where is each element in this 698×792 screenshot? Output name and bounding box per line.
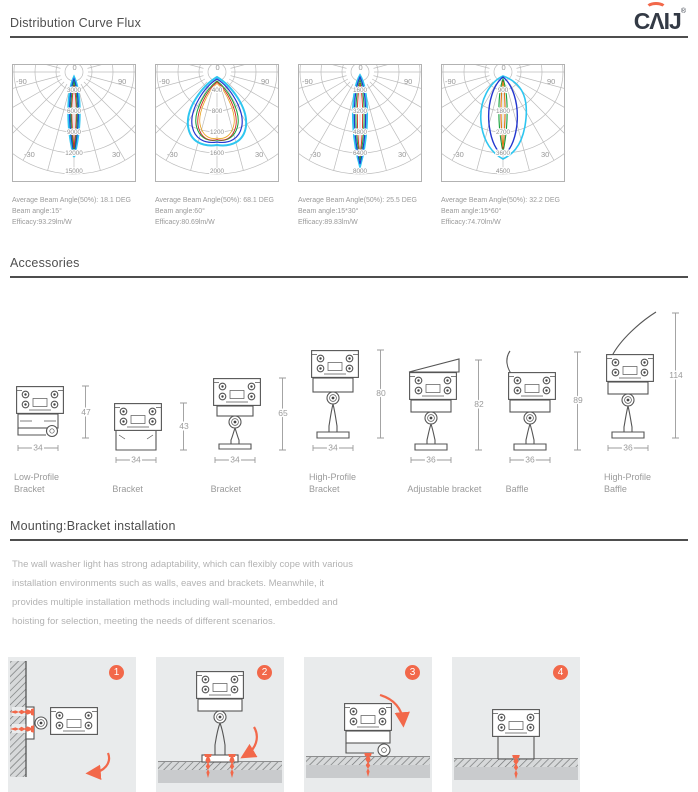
svg-text:6000: 6000 — [66, 108, 82, 115]
accessory-label: Bracket — [210, 484, 242, 494]
registered-mark: ® — [680, 8, 686, 15]
svg-text:-30: -30 — [453, 150, 464, 159]
svg-text:-30: -30 — [310, 150, 321, 159]
accessory-label: Bracket — [112, 484, 143, 494]
mounting-step-1 — [8, 657, 136, 792]
step-number-badge: 4 — [553, 665, 568, 680]
chart-caption: Average Beam Angle(50%): 18.1 DEG Beam angle:15° Efficacy:93.29lm/W — [12, 197, 131, 226]
chart-caption: Average Beam Angle(50%): 68.1 DEG Beam angle:60° Efficacy:80.69lm/W — [155, 197, 274, 226]
section-rule — [10, 36, 688, 38]
svg-text:0: 0 — [72, 64, 77, 72]
svg-text:0: 0 — [358, 64, 363, 72]
section-distribution-header — [10, 0, 688, 38]
distribution-charts-row — [12, 64, 688, 228]
accessory-label: Low-Profile Bracket — [14, 472, 60, 494]
polar-chart-1 — [12, 64, 136, 228]
accessory-high-profile-baffle — [596, 306, 692, 495]
svg-text:34: 34 — [33, 442, 43, 453]
svg-text:34: 34 — [229, 454, 240, 465]
step-number-badge: 2 — [257, 665, 272, 680]
svg-text:82: 82 — [474, 399, 485, 409]
svg-text:90: 90 — [261, 77, 270, 86]
accessory-drawing — [203, 372, 299, 468]
accessory-bracket-65 — [203, 372, 299, 495]
svg-text:-30: -30 — [24, 150, 35, 159]
mounting-paragraph: The wall washer light has strong adaptability, which can flexibly cope with various installation environments such as walls, eaves and brackets. Meanwhile, it provides multiple installation methods including wall-mounted, embedded and hoisting for selection, meeting the needs of different scenarios. — [12, 559, 353, 627]
accessories-row — [6, 306, 692, 495]
logo-accent-arc-icon — [645, 2, 667, 16]
svg-text:90: 90 — [118, 77, 127, 86]
svg-text:80: 80 — [376, 388, 386, 398]
svg-text:47: 47 — [81, 407, 91, 417]
polar-chart-3 — [298, 64, 422, 228]
svg-text:4800: 4800 — [352, 129, 368, 136]
svg-text:3600: 3600 — [495, 150, 511, 157]
accessory-drawing — [301, 344, 397, 456]
polar-chart-2 — [155, 64, 279, 228]
svg-text:900: 900 — [497, 87, 509, 94]
svg-text:1800: 1800 — [495, 108, 511, 115]
svg-text:1600: 1600 — [209, 150, 225, 157]
svg-text:34: 34 — [328, 442, 338, 453]
polar-chart-3-svg — [298, 64, 422, 182]
svg-text:36: 36 — [623, 442, 633, 453]
accessory-low-profile-bracket — [6, 380, 102, 495]
svg-text:6400: 6400 — [352, 150, 368, 157]
svg-text:30: 30 — [255, 150, 264, 159]
accessory-drawing — [104, 397, 200, 468]
mounting-step-2 — [156, 657, 284, 792]
svg-text:34: 34 — [131, 454, 142, 465]
accessory-label: High-Profile Bracket — [308, 472, 357, 494]
brand-logo — [634, 8, 686, 35]
svg-text:30: 30 — [541, 150, 550, 159]
svg-text:90: 90 — [547, 77, 556, 86]
svg-text:43: 43 — [179, 421, 190, 431]
accessory-drawing — [498, 346, 594, 468]
svg-text:800: 800 — [211, 108, 223, 115]
mounting-step-4 — [452, 657, 580, 792]
svg-text:2700: 2700 — [495, 129, 511, 136]
svg-text:3000: 3000 — [66, 87, 82, 94]
svg-text:0: 0 — [501, 64, 506, 72]
svg-text:400: 400 — [211, 87, 223, 94]
brand-logo-text: CΛIJ — [634, 8, 681, 35]
svg-text:-90: -90 — [16, 77, 27, 86]
section-rule — [10, 276, 688, 278]
svg-text:12000: 12000 — [65, 150, 83, 157]
svg-text:89: 89 — [572, 395, 583, 405]
svg-text:3200: 3200 — [352, 108, 368, 115]
svg-text:-90: -90 — [445, 77, 456, 86]
step-number-badge: 1 — [109, 665, 124, 680]
svg-text:0: 0 — [215, 64, 220, 72]
svg-text:-90: -90 — [159, 77, 170, 86]
section-mounting-header — [10, 495, 688, 541]
accessory-bracket-43 — [104, 397, 200, 495]
accessory-label: Baffle — [505, 484, 529, 494]
polar-chart-4 — [441, 64, 565, 228]
accessory-label: Adjustable bracket — [407, 484, 482, 494]
svg-text:1200: 1200 — [209, 129, 225, 136]
accessory-label: High-Profile Baffle — [603, 472, 651, 494]
section-title-distribution: Distribution Curve Flux — [10, 16, 142, 30]
section-title-accessories: Accessories — [10, 256, 80, 270]
svg-text:-90: -90 — [302, 77, 313, 86]
svg-text:2000: 2000 — [209, 168, 225, 175]
accessory-high-profile-bracket — [301, 344, 397, 495]
polar-chart-2-svg — [155, 64, 279, 182]
mounting-step-3 — [304, 657, 432, 792]
step-number-badge: 3 — [405, 665, 420, 680]
mounting-steps-row — [8, 657, 698, 792]
polar-chart-4-svg — [441, 64, 565, 182]
svg-text:4500: 4500 — [495, 168, 511, 175]
svg-text:30: 30 — [398, 150, 407, 159]
svg-text:65: 65 — [277, 408, 288, 418]
svg-text:90: 90 — [404, 77, 413, 86]
accessory-baffle — [498, 346, 594, 495]
svg-text:36: 36 — [426, 454, 437, 465]
svg-text:15000: 15000 — [65, 168, 83, 175]
svg-text:1600: 1600 — [352, 87, 368, 94]
accessory-drawing — [6, 380, 102, 456]
svg-text:-30: -30 — [167, 150, 178, 159]
svg-text:36: 36 — [524, 454, 535, 465]
section-title-mounting: Mounting:Bracket installation — [10, 519, 176, 533]
section-accessories-header — [10, 228, 688, 278]
chart-caption: Average Beam Angle(50%): 32.2 DEG Beam angle:15*60° Efficacy:74.70lm/W — [441, 197, 560, 226]
accessory-drawing — [596, 306, 692, 456]
svg-text:30: 30 — [112, 150, 121, 159]
accessory-adjustable-bracket — [399, 354, 495, 495]
chart-caption: Average Beam Angle(50%): 25.5 DEG Beam angle:15*30° Efficacy:89.83lm/W — [298, 197, 417, 226]
svg-text:8000: 8000 — [352, 168, 368, 175]
polar-chart-1-svg — [12, 64, 136, 182]
svg-text:114: 114 — [669, 370, 683, 380]
accessory-drawing — [399, 354, 495, 468]
svg-text:9000: 9000 — [66, 129, 82, 136]
section-rule — [10, 539, 688, 541]
